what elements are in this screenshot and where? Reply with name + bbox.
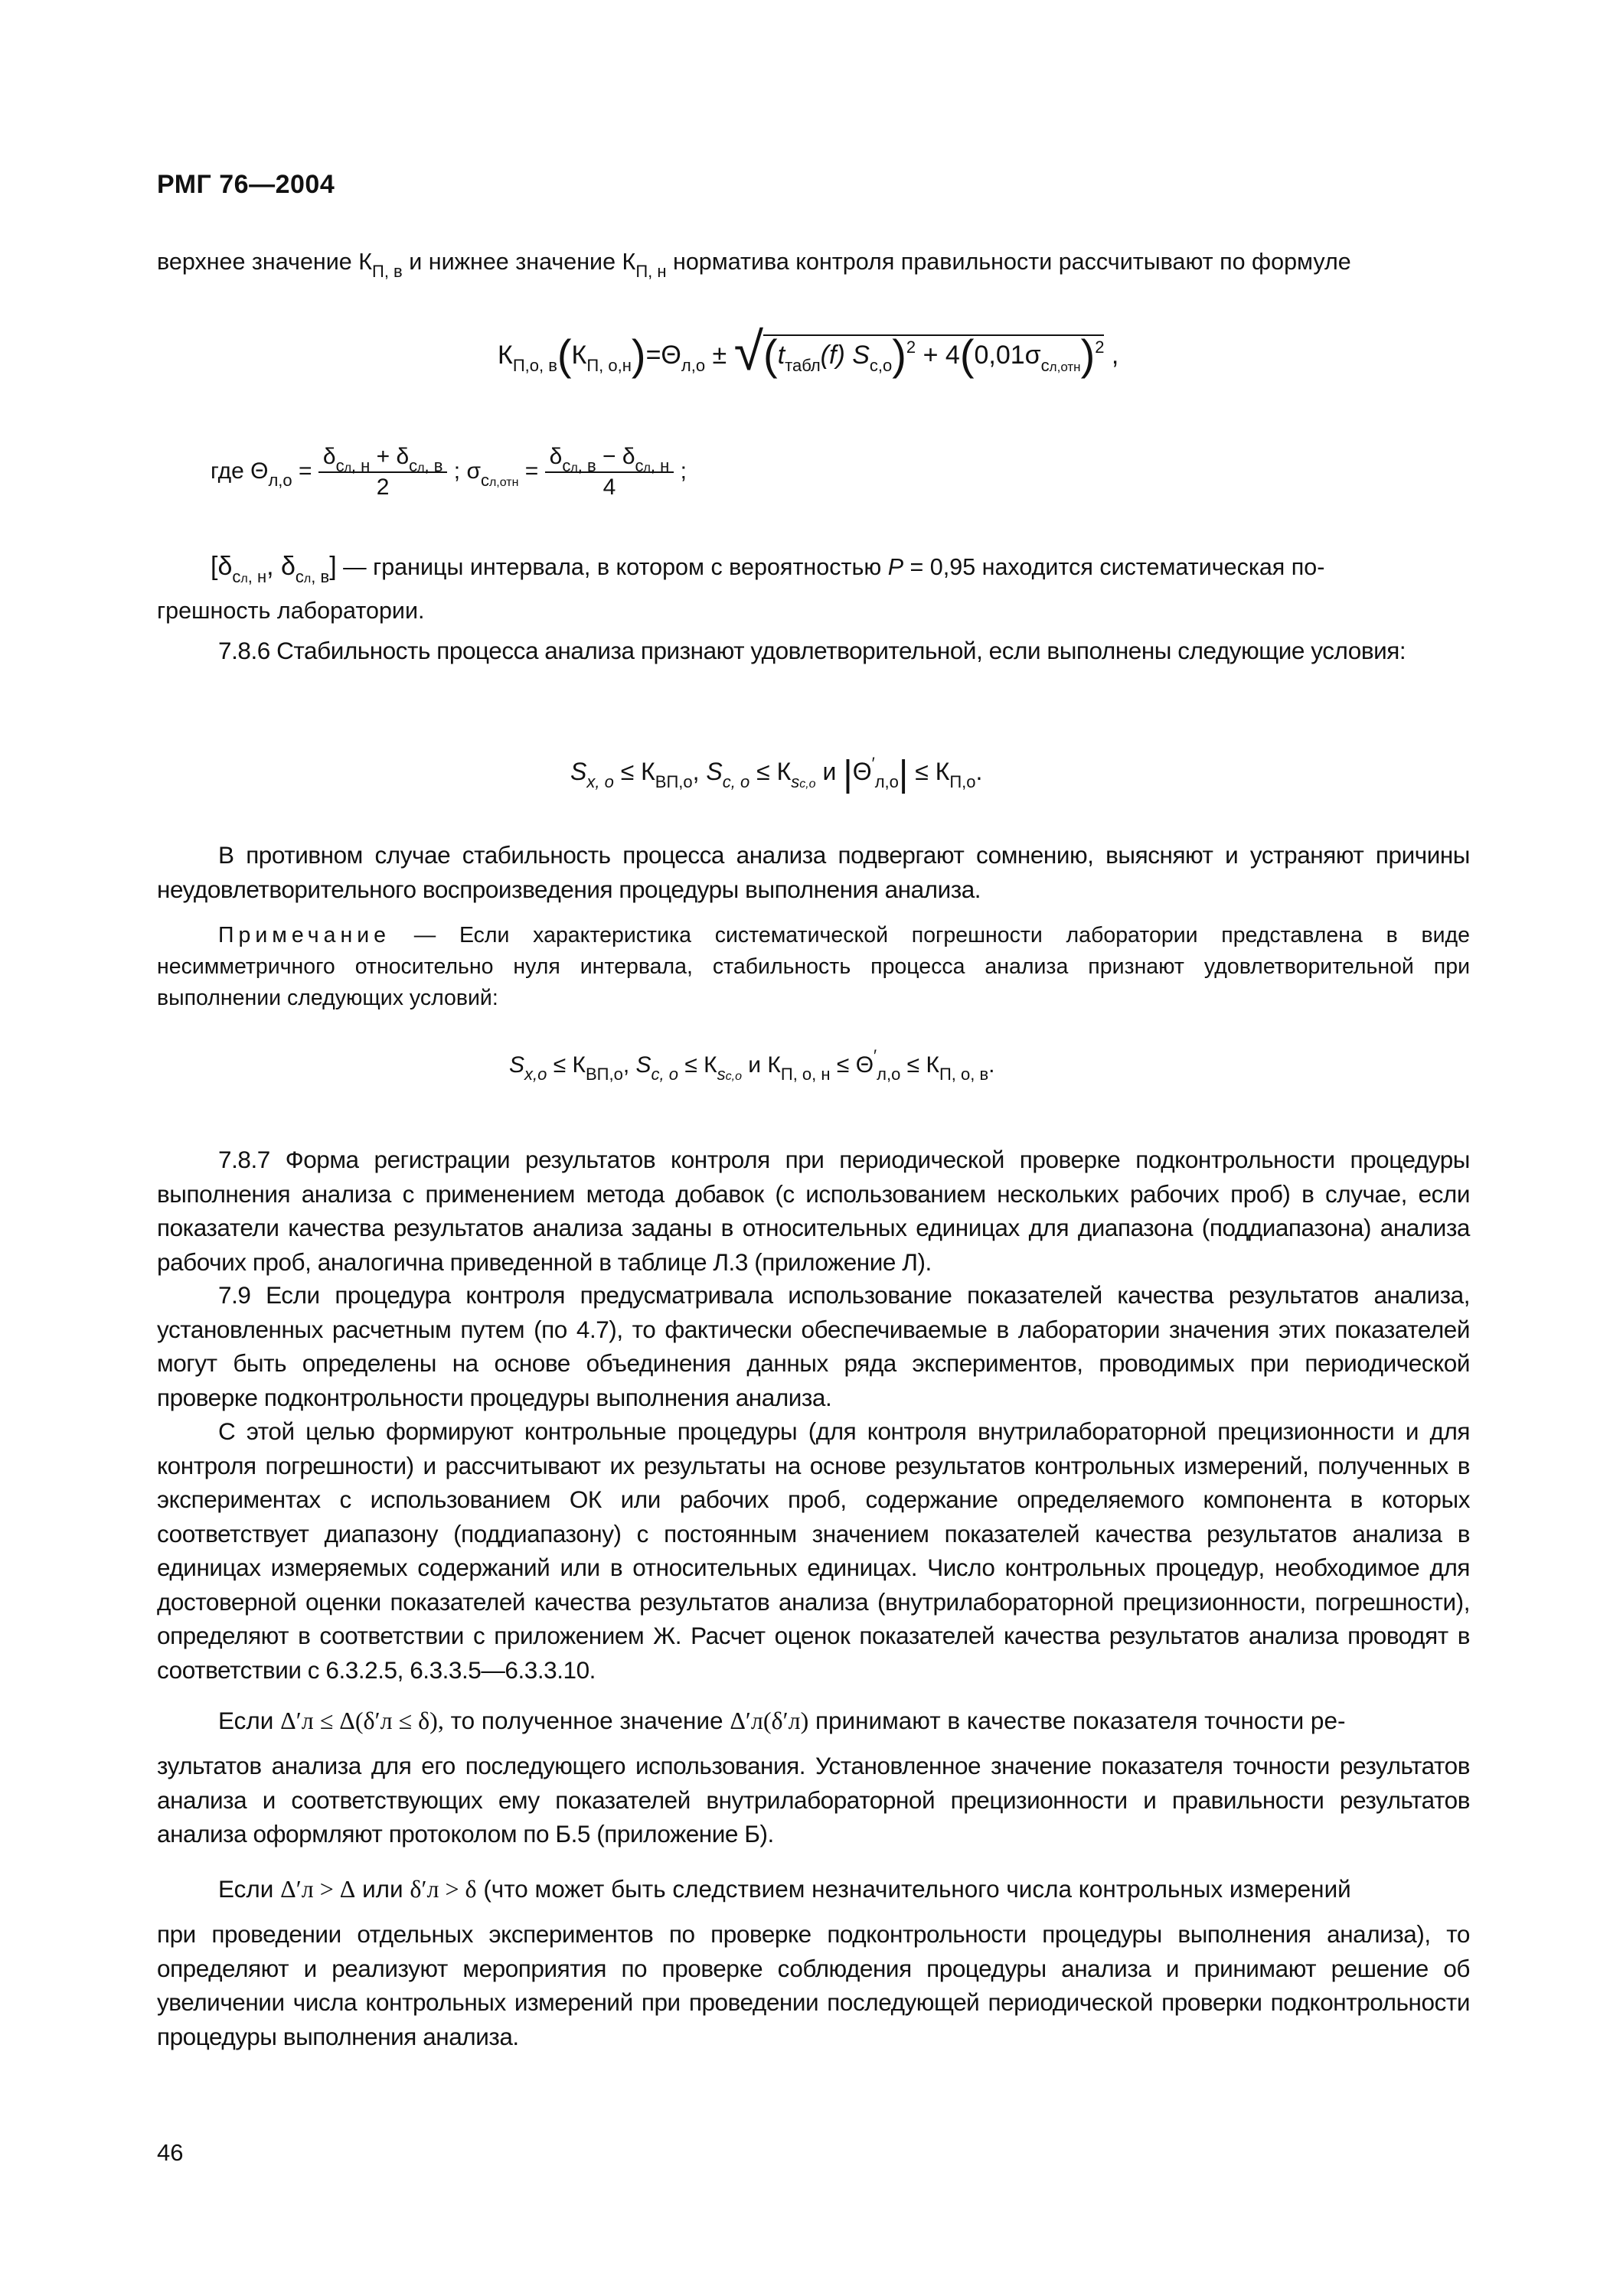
formula-where-line: где $\Theta_{л,о}$ = $\frac{\delta_{сл, н} + \delta_{сл, в}}{2}$ ; $\sigma_{сл,отн}$ = $\frac{\delta_{сл, в} - \delta_{сл, н}}{4}$ ;	[211, 444, 687, 500]
paragraph-7-8-6: 7.8.6 Стабильность процесса анализа признают удовлетворительной, если выполнены следующие условия:	[218, 637, 1406, 664]
paragraph-otherwise: В противном случае стабильность процесса анализа подвергают сомнению, выясняют и устраняют причины неудовлетворительного воспроизведения процедуры выполнения анализа.	[157, 841, 1470, 903]
intro-line: верхнее значение $К_{П, в}$ и нижнее значение $К_{П, н}$ норматива контроля правильности рассчитывают по формуле	[157, 249, 1351, 281]
condition-line-1: Если Δ′л ≤ Δ(δ′л ≤ δ), то полученное значение Δ′л(δ′л) принимают в качестве показателя точности ре-	[218, 1707, 1346, 1734]
formula-asymmetric-conditions: $S_{x,о} \le К_{ВП,о}$, $S_{c, о} \le К_{sc,о}$ и $К_{П, о, н} \le \Theta'_{л,о} \le К_{П, о, в}$.	[509, 1046, 995, 1084]
interval-line: [$\delta_{сл, н}$, $\delta_{сл, в}$] — границы интервала, в котором с вероятностью P = 0,95 находится систематическая по-	[211, 552, 1325, 586]
condition-line-2: Если Δ′л > Δ или δ′л > δ (что может быть следствием незначительного числа контрольных измерений	[218, 1875, 1351, 1903]
note-paragraph: Примечание — Если характеристика систематической погрешности лаборатории представлена в виде несимметричного относительно нуля интервала, стабильность процесса анализа признают удовлетворительной при выполнении следующих условий:	[157, 923, 1470, 1010]
fraction-theta: $\frac{\delta_{сл, н} + \delta_{сл, в}}{2}$	[318, 444, 448, 501]
paragraph-7-8-7: 7.8.7 Форма регистрации результатов контроля при периодической проверке подконтрольности процедуры выполнения анализа с применением метода добавок (с использованием нескольких рабочих проб) в случае, если показатели качества результатов анализа заданы в относительных единицах для диапазона (поддиапазона) анализа рабочих проб, аналогична приведенной в таблице Л.3 (приложение Л).	[157, 1146, 1470, 1276]
formula-stability-conditions: $S_{x, о} \le К_{ВП,о}$, $S_{c, о} \le К_{sc,о}$ и $|\Theta'_{л,о}| \le К_{П,о}$.	[570, 754, 983, 794]
fraction-sigma: $\frac{\delta_{сл, в} - \delta_{сл, н}}{4}$	[545, 444, 674, 501]
paragraph-control-procedures: С этой целью формируют контрольные процедуры (для контроля внутрилабораторной прецизионности и для контроля погрешности) и рассчитывают их результаты на основе результатов контрольных измерений, полученных в экспериментах с использованием ОК или рабочих проб, содержание определяемого компонента в которых соответствует диапазону (поддиапазону) с постоянным значением показателей качества результатов анализа в единицах измеряемых содержаний или в относительных единицах. Число контрольных процедур, необходимое для достоверной оценки показателей качества результатов анализа (внутрилабораторной прецизионности, погрешности), определяют в соответствии с приложением Ж. Расчет оценок показателей качества результатов анализа проводят в соответствии с 6.3.2.5, 6.3.3.5—6.3.3.10.	[157, 1417, 1470, 1684]
interval-line-2: грешность лаборатории.	[157, 598, 425, 624]
formula-k-bounds: $К_{П,о, в}(К_{П, о,н})=\Theta_{л,о} \pm √(t_{табл}(f) S_{c,о})^2 + 4(0,01\sigma_{cл,отн})^2$ ,	[498, 321, 1119, 381]
document-code-header: РМГ 76—2004	[157, 170, 335, 199]
page-number: 46	[157, 2139, 184, 2166]
paragraph-condition-1: зультатов анализа для его последующего использования. Установленное значение показателя точности результатов анализа и соответствующих ему показателей внутрилабораторной прецизионности и правильности результатов анализа оформляют протоколом по Б.5 (приложение Б).	[157, 1752, 1470, 1848]
paragraph-condition-2: при проведении отдельных экспериментов по проверке подконтрольности процедуры выполнения анализа), то определяют и реализуют мероприятия по проверке соблюдения процедуры анализа и принимают решение об увеличении числа контрольных измерений при проведении последующей периодической проверки подконтрольности процедуры выполнения анализа.	[157, 1920, 1470, 2050]
paragraph-7-9: 7.9 Если процедура контроля предусматривала использование показателей качества результатов анализа, установленных расчетным путем (по 4.7), то фактически обеспечиваемые в лаборатории значения этих показателей могут быть определены на основе объединения данных ряда экспериментов, проводимых при периодической проверке подконтрольности процедуры выполнения анализа.	[157, 1281, 1470, 1411]
